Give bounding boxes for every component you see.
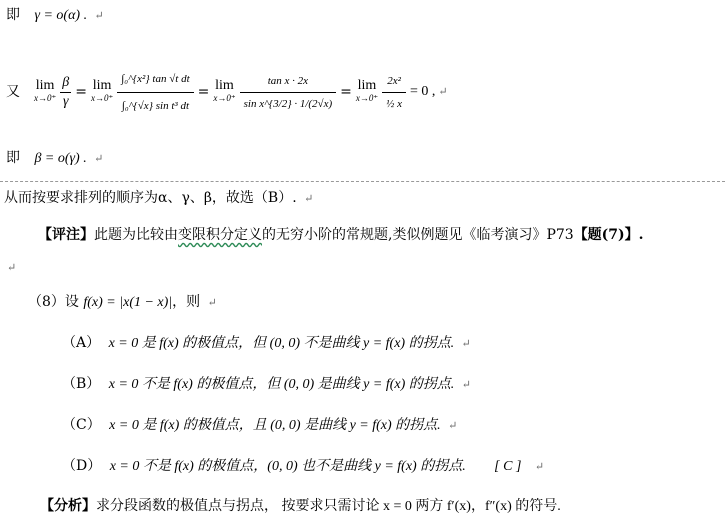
- math-beta-o-gamma: β = o(γ) .: [34, 151, 87, 166]
- equals-1: =: [75, 84, 87, 100]
- line-comment: [38, 226, 644, 244]
- lim-2: lim x→0⁺: [90, 78, 114, 103]
- equals-2: =: [197, 84, 210, 100]
- function-definition: f(x) = |x(1 − x)|: [83, 295, 173, 310]
- paragraph-mark: ↵: [534, 460, 545, 473]
- math-gamma-o-alpha: γ = o(α) .: [34, 8, 88, 23]
- option-b-text: x = 0 不是 f(x) 的极值点，但 (0, 0) 是曲线 y = f(x) 的拐点.: [108, 377, 455, 392]
- paragraph-mark: ↵: [438, 85, 448, 98]
- paragraph-mark: ↵: [207, 296, 217, 309]
- comment-text-b: 的无穷小阶的常规题,类似例题见《临考演习》P73: [262, 227, 574, 243]
- comment-label: 【评注】: [38, 227, 94, 243]
- option-d-label: （D）: [62, 458, 102, 474]
- empty-line: [4, 258, 16, 277]
- lim-1: lim x→0⁺: [34, 78, 57, 103]
- analysis-label: 【分析】: [40, 498, 96, 514]
- option-a-text: x = 0 是 f(x) 的极值点，但 (0, 0) 不是曲线 y = f(x) 的拐点.: [108, 336, 455, 351]
- fraction-tan-over-sin: $\frac{\text{tan x · 2x}}{\text{sin x\textasciicircum{}\{3/2\} · 1/(2√x)}}$: [240, 70, 337, 115]
- fraction-beta-over-gamma: $\frac{\beta}{\gamma}$: [62, 74, 70, 109]
- line-limit-computation: [6, 52, 448, 132]
- lim-3: lim x→0⁺: [213, 78, 236, 103]
- option-c-text: x = 0 是 f(x) 的极值点，且 (0, 0) 是曲线 y = f(x) 的拐点.: [109, 418, 441, 433]
- fraction-2x2-over-half-x: $\frac{\text{2x²}}{\text{½ x}}$: [382, 70, 406, 115]
- paragraph-mark: ↵: [461, 378, 471, 391]
- option-a: [62, 334, 471, 353]
- comment-tail: 【题(7)】.: [573, 227, 644, 243]
- line-problem-8: [28, 293, 217, 312]
- equals-3: =: [340, 84, 352, 100]
- fraction-integrals: $\frac{\text{∫₀\textasciicircum{}\{x²\} tan √t dt}}{\text{∫₀\textasciicircum{}\{√x\} sin t³ dt}}$: [117, 66, 193, 119]
- prefix-you: 又: [6, 84, 20, 100]
- option-c: [62, 416, 457, 435]
- answer-bracket: [ C ]: [494, 459, 522, 474]
- prefix-ji-2: 即: [6, 150, 20, 166]
- option-d-text: x = 0 不是 f(x) 的极值点，(0, 0) 也不是曲线 y = f(x) 的拐点.: [109, 459, 466, 474]
- lim-4: lim x→0⁺: [355, 78, 379, 103]
- analysis-text: 求分段函数的极值点与拐点， 按要求只需讨论 x = 0 两方 f′(x)，f″(x) 的符号.: [96, 499, 561, 514]
- option-b-label: （B）: [62, 376, 101, 392]
- paragraph-mark: ↵: [304, 192, 314, 205]
- line-beta-o-gamma: [6, 149, 103, 168]
- option-d: [62, 457, 544, 476]
- option-b: [62, 375, 471, 394]
- paragraph-mark: ↵: [448, 419, 458, 432]
- line-analysis: [40, 497, 561, 516]
- problem-number: （8）设: [28, 294, 79, 310]
- paragraph-mark: ↵: [7, 261, 17, 274]
- prefix-ji-1: 即: [6, 7, 20, 23]
- paragraph-mark: ↵: [94, 152, 104, 165]
- result-zero: = 0 ,: [410, 84, 436, 99]
- option-a-label: （A）: [62, 335, 101, 351]
- conclusion-text: 从而按要求排列的顺序为α、γ、β，故选（B）.: [4, 190, 297, 206]
- option-c-label: （C）: [62, 417, 101, 433]
- paragraph-mark: ↵: [94, 9, 104, 22]
- problem-suffix: ，则: [172, 294, 201, 310]
- paragraph-mark: ↵: [461, 337, 471, 350]
- comment-text-wavy: 变限积分定义: [178, 227, 262, 243]
- line-gamma-o-alpha: [6, 6, 104, 25]
- comment-text-a: 此题为比较由: [94, 227, 178, 243]
- line-order-conclusion: [4, 189, 313, 208]
- section-divider: [0, 181, 725, 182]
